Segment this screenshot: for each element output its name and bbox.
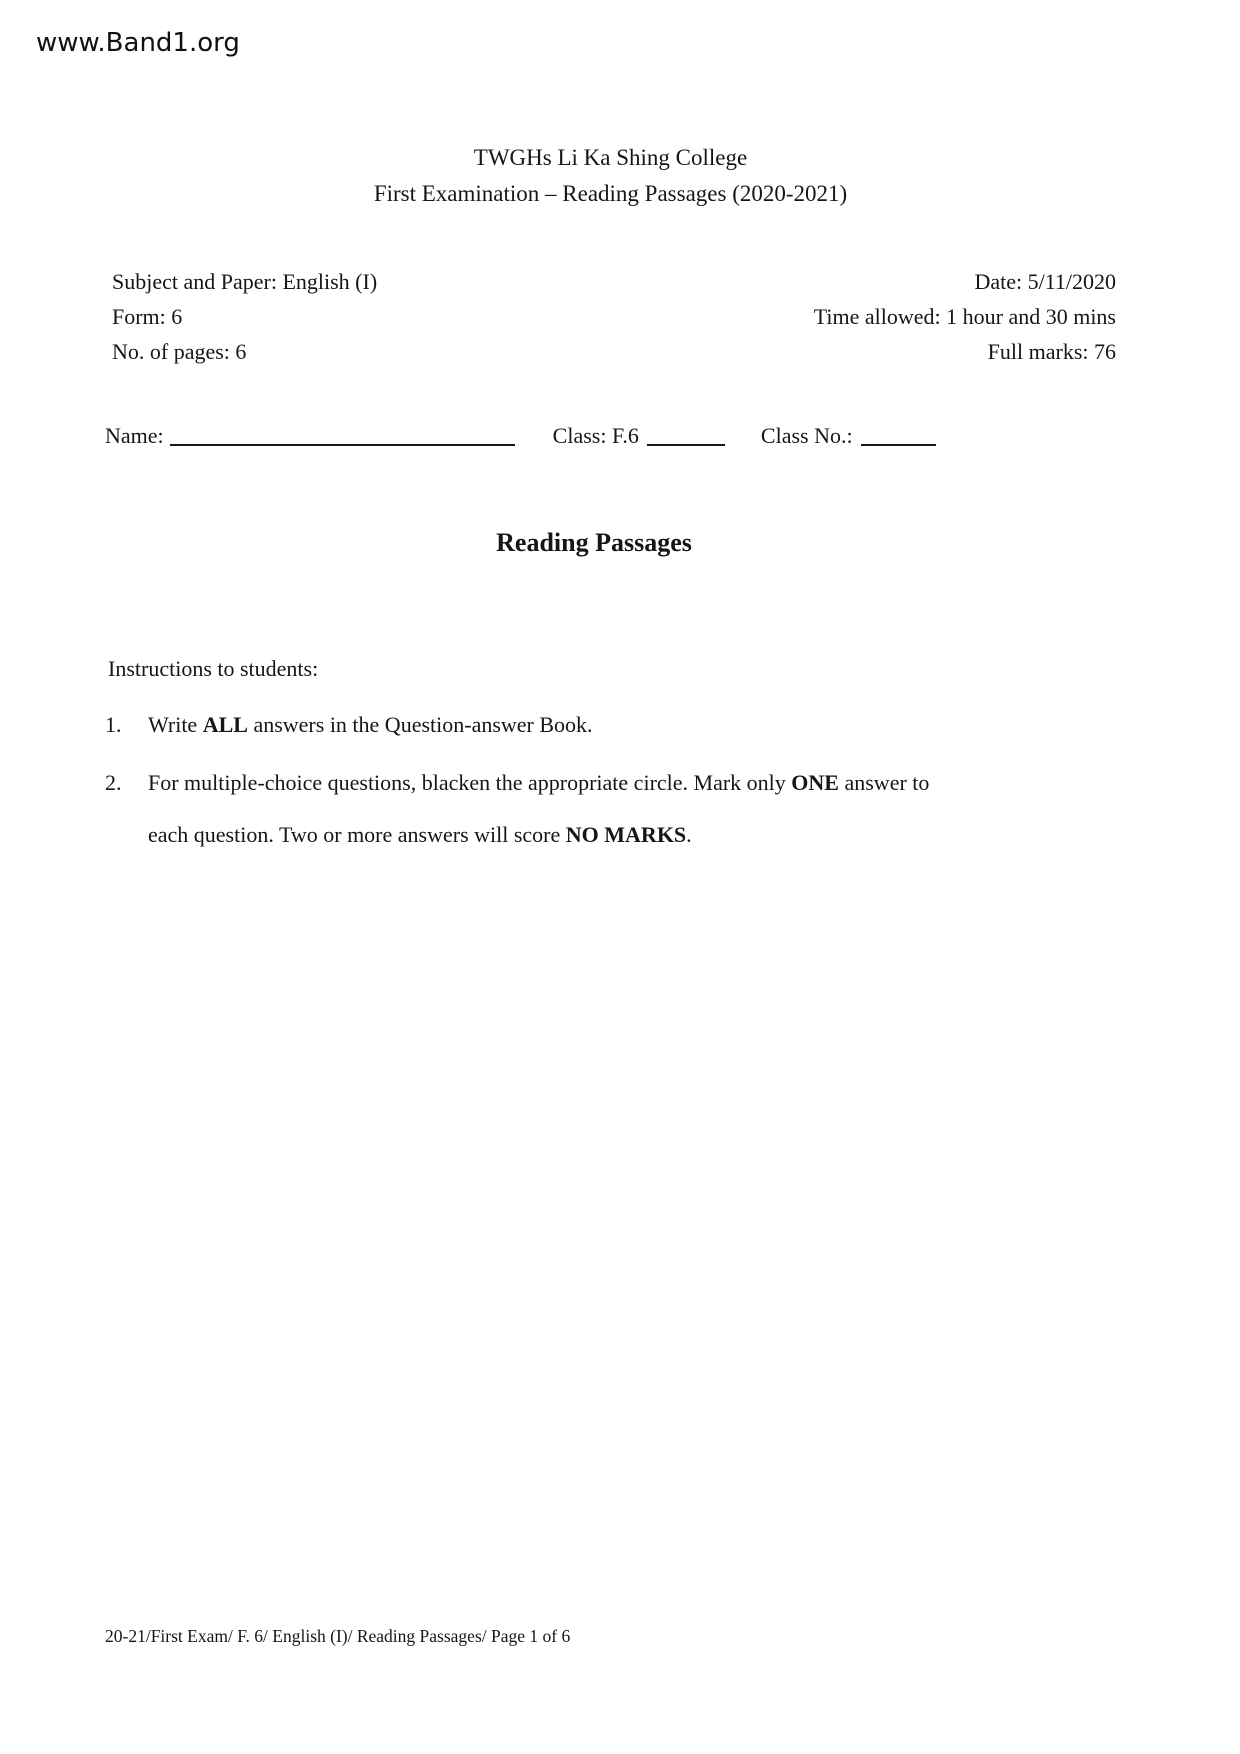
name-label: Name: <box>105 423 164 448</box>
full-marks-label: Full marks: 76 <box>987 339 1116 364</box>
document-header <box>105 140 1116 212</box>
exam-info-block <box>112 264 1116 369</box>
instruction-number: 1. <box>105 712 122 737</box>
instructions-list <box>105 699 1116 867</box>
page-footer: 20-21/First Exam/ F. 6/ English (I)/ Reading Passages/ Page 1 of 6 <box>105 1626 571 1646</box>
student-fields-row <box>105 419 936 449</box>
form-label: Form: 6 <box>112 304 183 329</box>
pages-label: No. of pages: 6 <box>112 339 247 364</box>
subject-paper-label: Subject and Paper: English (I) <box>112 269 378 294</box>
time-allowed-label: Time allowed: 1 hour and 30 mins <box>813 304 1116 329</box>
info-row <box>112 299 1116 334</box>
date-label: Date: 5/11/2020 <box>974 269 1116 294</box>
section-title: Reading Passages <box>496 528 692 557</box>
name-blank-line <box>170 422 515 446</box>
instruction-text: For multiple-choice questions, blacken the appropriate circle. Mark only ONE answer to each question. Two or more answers will score NO MARKS. <box>148 770 930 847</box>
class-no-blank-line <box>861 422 936 446</box>
instruction-item <box>105 699 1116 751</box>
info-row <box>112 334 1116 369</box>
class-blank-line <box>647 422 725 446</box>
instruction-text: Write ALL answers in the Question-answer Book. <box>148 712 593 737</box>
class-label: Class: F.6 <box>552 423 639 448</box>
info-row <box>112 264 1116 299</box>
school-name: TWGHs Li Ka Shing College <box>473 145 748 170</box>
instruction-number: 2. <box>105 770 122 795</box>
exam-title: First Examination – Reading Passages (2020-2021) <box>373 181 848 206</box>
watermark-url: www.Band1.org <box>36 28 240 58</box>
class-no-label: Class No.: <box>760 423 853 448</box>
instruction-item <box>105 757 1116 861</box>
instructions-heading: Instructions to students: <box>108 656 319 681</box>
